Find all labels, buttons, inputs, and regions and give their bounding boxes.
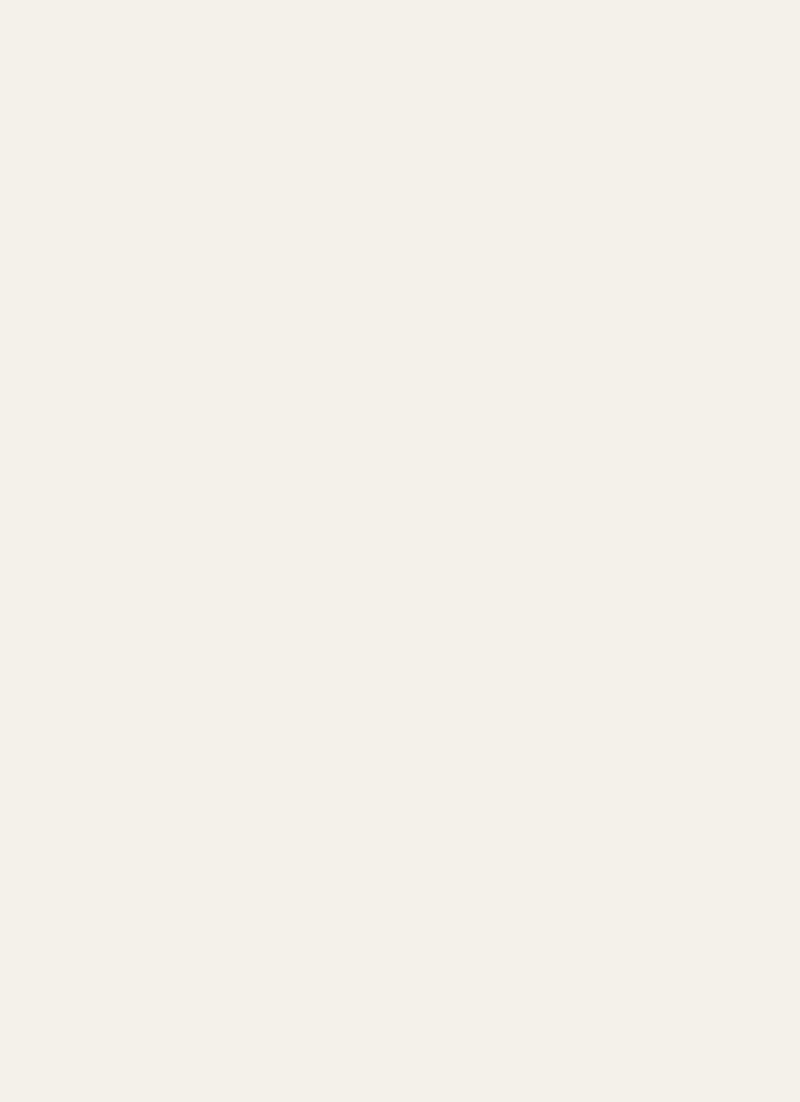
text-line <box>80 329 730 353</box>
verse-line <box>80 780 730 804</box>
text-line <box>80 86 730 110</box>
text-line <box>80 353 730 377</box>
spacer <box>80 718 730 732</box>
text-line <box>80 669 730 693</box>
text-line <box>80 110 730 134</box>
body-text <box>80 86 730 916</box>
text-line <box>80 280 730 304</box>
text-line <box>80 621 730 645</box>
verse-line <box>80 732 730 756</box>
verse-line <box>80 756 730 780</box>
running-head <box>0 42 800 82</box>
verse-quotation <box>80 732 730 853</box>
signature-row <box>80 892 730 916</box>
verse-line <box>80 829 730 853</box>
text-line <box>80 596 730 620</box>
text-line <box>80 523 730 547</box>
paragraph-3 <box>80 645 730 718</box>
text-line <box>80 207 730 231</box>
text-line <box>80 475 730 499</box>
text-line <box>80 378 730 402</box>
text-line <box>80 693 730 717</box>
text-line <box>80 645 730 669</box>
text-line <box>80 256 730 280</box>
text-line <box>80 305 730 329</box>
spacer <box>80 853 730 867</box>
text-line <box>80 548 730 572</box>
paragraph-1 <box>80 86 730 183</box>
text-line <box>80 232 730 256</box>
verse-line <box>80 805 730 829</box>
text-line <box>80 159 730 183</box>
text-line <box>80 450 730 474</box>
text-line <box>80 183 730 207</box>
text-line <box>80 572 730 596</box>
closing-line <box>80 867 730 891</box>
text-line <box>80 402 730 426</box>
text-line <box>80 426 730 450</box>
text-line <box>80 135 730 159</box>
paragraph-2 <box>80 183 730 645</box>
text-line <box>80 499 730 523</box>
